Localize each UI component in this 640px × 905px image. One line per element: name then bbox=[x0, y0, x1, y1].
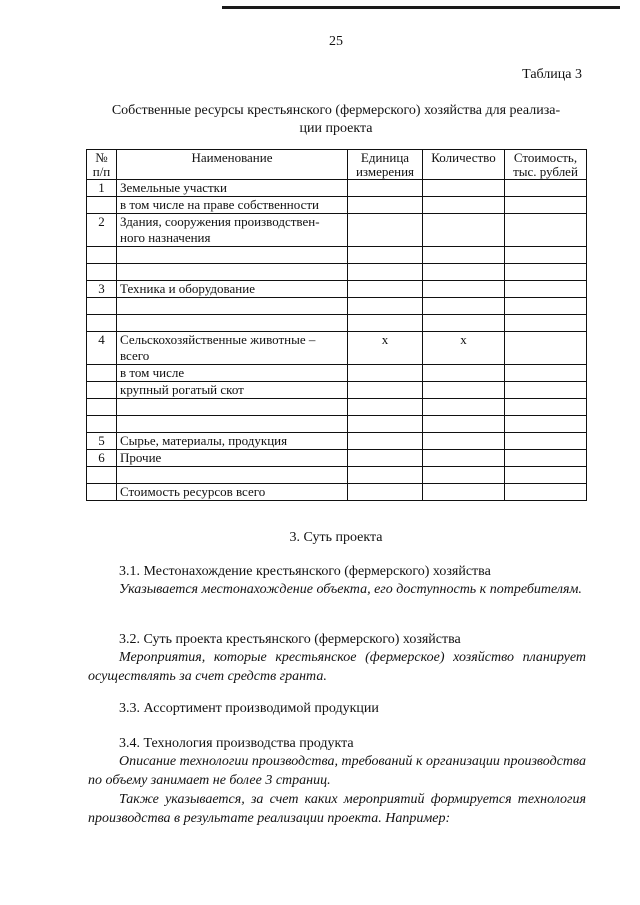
row-name-cell bbox=[117, 433, 348, 450]
row-name-cell bbox=[117, 484, 348, 501]
table-row bbox=[87, 281, 587, 298]
resources-table bbox=[86, 149, 587, 501]
table-row bbox=[87, 214, 587, 247]
row-unit-cell bbox=[348, 433, 423, 450]
row-number-cell bbox=[87, 484, 117, 501]
row-qty-cell bbox=[423, 450, 505, 467]
row-qty-cell bbox=[423, 382, 505, 399]
table-row bbox=[87, 416, 587, 433]
row-cost-cell bbox=[505, 484, 587, 501]
row-name-text: Земельные участки bbox=[120, 180, 227, 195]
caption-line-1: Собственные ресурсы крестьянского (фермерского) хозяйства для реализа- bbox=[111, 103, 561, 118]
row-cost-cell bbox=[505, 467, 587, 484]
row-cost-cell bbox=[505, 365, 587, 382]
row-number-cell bbox=[87, 197, 117, 214]
row-unit-cell bbox=[348, 197, 423, 214]
table-row bbox=[87, 484, 587, 501]
table-label: Таблица 3 bbox=[522, 67, 582, 82]
row-cost-cell bbox=[505, 416, 587, 433]
row-number-cell: 4 bbox=[87, 332, 117, 365]
row-unit-cell bbox=[348, 180, 423, 197]
row-unit-cell bbox=[348, 315, 423, 332]
table-header-row bbox=[87, 150, 587, 180]
header-cost: Стоимость, тыс. рублей bbox=[505, 150, 587, 180]
row-unit-cell bbox=[348, 264, 423, 281]
row-name-cell bbox=[117, 197, 348, 214]
row-name-text: Здания, сооружения производствен- bbox=[120, 214, 320, 229]
row-cost-cell bbox=[505, 197, 587, 214]
subsection-3-4-text-1: Описание технологии производства, требований к организации производства по объему занимает не более 3 страниц. bbox=[88, 754, 586, 788]
row-qty-cell: х bbox=[423, 332, 505, 365]
subsection-3-4-text-2: Также указывается, за счет каких мероприятий формируется технология производства в результате реализации проекта. Например: bbox=[88, 792, 586, 826]
row-name-cell bbox=[117, 399, 348, 416]
row-name-cell bbox=[117, 332, 348, 365]
row-name-cell bbox=[117, 281, 348, 298]
subsection-3-2-title: 3.2. Суть проекта крестьянского (фермерского) хозяйства bbox=[119, 632, 461, 647]
table-row bbox=[87, 247, 587, 264]
header-num: № п/п bbox=[87, 150, 117, 180]
row-number-cell: 6 bbox=[87, 450, 117, 467]
row-cost-cell bbox=[505, 298, 587, 315]
row-cost-cell bbox=[505, 382, 587, 399]
row-name-cell bbox=[117, 264, 348, 281]
row-cost-cell bbox=[505, 247, 587, 264]
row-qty-cell bbox=[423, 180, 505, 197]
row-unit-cell bbox=[348, 450, 423, 467]
row-qty-cell bbox=[423, 399, 505, 416]
row-number-cell: 5 bbox=[87, 433, 117, 450]
row-name-cell bbox=[117, 382, 348, 399]
row-cost-cell bbox=[505, 281, 587, 298]
row-unit-cell bbox=[348, 484, 423, 501]
row-unit-cell bbox=[348, 298, 423, 315]
row-name-cell bbox=[117, 180, 348, 197]
row-name-cell bbox=[117, 467, 348, 484]
row-name-cell bbox=[117, 214, 348, 247]
row-name-cell bbox=[117, 298, 348, 315]
row-cost-cell bbox=[505, 264, 587, 281]
row-cost-cell bbox=[505, 332, 587, 365]
row-unit-cell bbox=[348, 467, 423, 484]
row-qty-cell bbox=[423, 298, 505, 315]
row-number-cell: 1 bbox=[87, 180, 117, 197]
row-number-cell: 3 bbox=[87, 281, 117, 298]
section-title: 3. Суть проекта bbox=[289, 530, 383, 545]
row-name-text: всего bbox=[120, 348, 150, 363]
page-number: 25 bbox=[329, 34, 343, 49]
row-name-text: в том числе bbox=[120, 365, 185, 380]
table-row bbox=[87, 180, 587, 197]
row-unit-cell bbox=[348, 382, 423, 399]
row-number-cell bbox=[87, 399, 117, 416]
subsection-3-2-text: Мероприятия, которые крестьянское (фермерское) хозяйство планирует осуществлять за счет средств гранта. bbox=[88, 650, 586, 684]
table-row bbox=[87, 298, 587, 315]
subsection-3-1-title: 3.1. Местонахождение крестьянского (фермерского) хозяйства bbox=[119, 564, 491, 579]
row-name-text: Техника и оборудование bbox=[120, 281, 255, 296]
row-number-cell bbox=[87, 315, 117, 332]
row-unit-cell: х bbox=[348, 332, 423, 365]
row-unit-cell bbox=[348, 399, 423, 416]
row-number-cell bbox=[87, 264, 117, 281]
row-number-cell bbox=[87, 247, 117, 264]
row-number-cell bbox=[87, 382, 117, 399]
row-cost-cell bbox=[505, 180, 587, 197]
row-number-cell: 2 bbox=[87, 214, 117, 247]
header-name: Наименование bbox=[117, 150, 348, 180]
row-qty-cell bbox=[423, 365, 505, 382]
header-qty: Количество bbox=[423, 150, 505, 180]
row-unit-cell bbox=[348, 281, 423, 298]
row-name-text: крупный рогатый скот bbox=[120, 382, 244, 397]
subsection-3-3-title: 3.3. Ассортимент производимой продукции bbox=[119, 701, 379, 716]
row-qty-cell bbox=[423, 484, 505, 501]
row-qty-cell bbox=[423, 433, 505, 450]
caption-line-2: ции проекта bbox=[299, 121, 373, 136]
row-cost-cell bbox=[505, 214, 587, 247]
row-qty-cell bbox=[423, 264, 505, 281]
row-number-cell bbox=[87, 298, 117, 315]
row-number-cell bbox=[87, 416, 117, 433]
row-name-cell bbox=[117, 365, 348, 382]
table-row bbox=[87, 450, 587, 467]
row-name-text: Стоимость ресурсов всего bbox=[120, 484, 266, 499]
row-qty-cell bbox=[423, 247, 505, 264]
row-name-text: Сырье, материалы, продукция bbox=[120, 433, 288, 448]
row-qty-cell bbox=[423, 416, 505, 433]
table-row bbox=[87, 332, 587, 365]
row-unit-cell bbox=[348, 247, 423, 264]
row-qty-cell bbox=[423, 214, 505, 247]
row-qty-cell bbox=[423, 467, 505, 484]
row-name-cell bbox=[117, 450, 348, 467]
row-cost-cell bbox=[505, 450, 587, 467]
header-unit: Единица измерения bbox=[348, 150, 423, 180]
row-name-text: ного назначения bbox=[120, 230, 211, 245]
row-cost-cell bbox=[505, 433, 587, 450]
row-unit-cell bbox=[348, 416, 423, 433]
row-qty-cell bbox=[423, 281, 505, 298]
table-row bbox=[87, 315, 587, 332]
row-cost-cell bbox=[505, 315, 587, 332]
table-row bbox=[87, 399, 587, 416]
row-unit-cell bbox=[348, 365, 423, 382]
table-caption bbox=[90, 102, 582, 138]
row-number-cell bbox=[87, 467, 117, 484]
table-row bbox=[87, 433, 587, 450]
subsection-3-4-title: 3.4. Технология производства продукта bbox=[119, 736, 354, 751]
row-name-text: в том числе на праве собственности bbox=[120, 197, 319, 212]
top-rule bbox=[222, 6, 620, 9]
table-row bbox=[87, 382, 587, 399]
row-qty-cell bbox=[423, 315, 505, 332]
table-row bbox=[87, 197, 587, 214]
row-name-text: Сельскохозяйственные животные – bbox=[120, 332, 316, 347]
row-name-text: Прочие bbox=[120, 450, 162, 465]
row-name-cell bbox=[117, 315, 348, 332]
row-qty-cell bbox=[423, 197, 505, 214]
row-name-cell bbox=[117, 416, 348, 433]
row-unit-cell bbox=[348, 214, 423, 247]
table-row bbox=[87, 467, 587, 484]
subsection-3-1-text: Указывается местонахождение объекта, его доступность к потребителям. bbox=[119, 582, 582, 597]
row-name-cell bbox=[117, 247, 348, 264]
row-cost-cell bbox=[505, 399, 587, 416]
table-row bbox=[87, 365, 587, 382]
row-number-cell bbox=[87, 365, 117, 382]
table-row bbox=[87, 264, 587, 281]
